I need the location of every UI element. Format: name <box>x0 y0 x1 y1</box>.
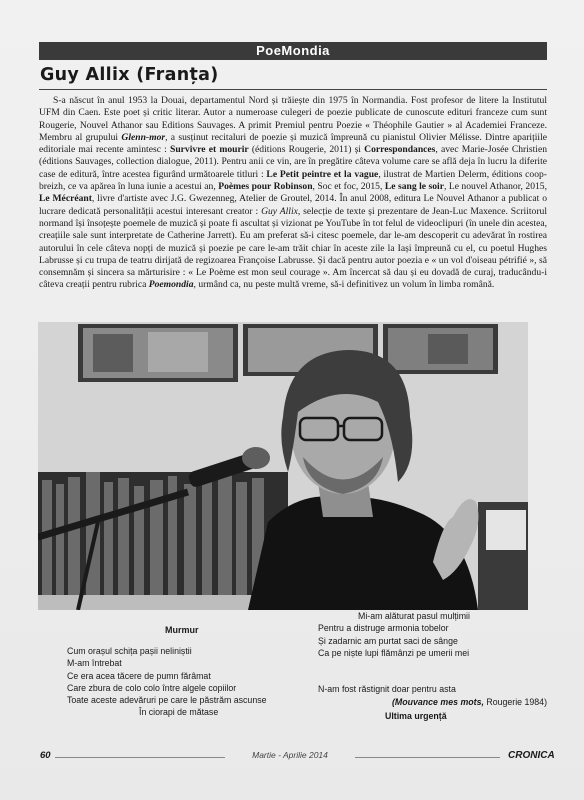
poem-source <box>392 697 552 707</box>
footer-rule-right <box>355 757 500 758</box>
biography-text <box>39 95 547 321</box>
bio-emph: Glenn-mor <box>121 131 166 143</box>
bio-part: , urmând ca, nu peste multă vreme, să-i definitivez un volum în limba română. <box>193 279 495 291</box>
issue-date: Martie - Aprilie 2014 <box>252 750 328 760</box>
bio-part: , selecție de texte și prezentare de Jean-Luc Maxence. Scriitorul normand își însoțește poemele de muzică și poate fi ascultat și vizionat pe YouTube în tot felul de videoclipuri (în unele din acestea, creațiile sale sunt interpretate de Catherine Jarrett). Eu am preferat să-i citesc poemele, dar le-am descoperit cu adevărat în rostirea autorului în cele câteva nopți de muzică și poezie pe care le-am trăit chiar în aceste zile la Iași împreună cu el, cu poetul Hughes Labrusse și cu trupa de teatru dirijată de regizoarea Françoise Labrusse. Și dacă pentru autor poezia e « un vol d'oiseau pétrifié », să consemnăm și sincera sa mărturisire : « Le Poème est mon seul courage ». Am încercat să dau și eu dovadă de curaj, traducându-i câteva creații pentru rubrica <box>39 205 547 291</box>
page-number: 60 <box>40 750 51 761</box>
poem-line: În ciorapi de mătase <box>139 707 219 718</box>
bio-part: S-a născut în anul 1953 la Douai, departamentul Nord și trăiește din 1975 în Normandia. Fost profesor de litere la Institutul UFM din Caen. Este poet și critic literar. Autor a numeroase culegeri de poezie publicate de cunoscute edituri franceze cum sunt Rougerie, Nouvel Athanor sau Editions Sauvages. A primit Premiul pentru Poezie « Théophile Gautier » al Academiei Franceze. Membru al grupului <box>39 95 547 143</box>
poem-right-column <box>318 610 558 695</box>
poem-line: Mi-am alăturat pasul mulțimii <box>358 611 470 621</box>
poem-line: Ce era acea tăcere de pumn fărâmat <box>67 670 211 681</box>
poem-line: Și zadarnic am purtat saci de sânge <box>318 635 458 646</box>
author-photo <box>38 322 528 610</box>
poem-line: Care zbura de colo colo între algele copiilor <box>67 682 237 693</box>
poem-line: Ca pe niște lupi flămânzi pe umerii mei <box>318 647 470 658</box>
poem-line: Toate aceste adevăruri pe care le păstrăm ascunse <box>67 695 267 706</box>
book-title: Le Mécréant <box>39 193 92 205</box>
book-title: Le Petit peintre et la vague <box>266 168 379 180</box>
title-divider <box>39 89 547 90</box>
poem-left-column <box>67 645 307 719</box>
stanza-gap <box>318 671 558 683</box>
book-title: Survivre et mourir <box>170 144 249 156</box>
footer-rule-left <box>55 757 225 758</box>
stanza-gap <box>318 659 558 671</box>
poem-line: Cum orașul schița pașii neliniștii <box>67 646 192 656</box>
rubric-name: Poemondia <box>148 279 194 291</box>
source-publisher: Rougerie 1984) <box>483 697 547 707</box>
poem-line: M-am întrebat <box>67 658 122 669</box>
poem-line: N-am fost răstignit doar pentru asta <box>318 684 456 695</box>
poem-title: Murmur <box>165 625 199 635</box>
bio-part: , Le nouvel Athanor, 2015, <box>443 181 547 193</box>
collection-title: Ultima urgență <box>385 711 447 721</box>
book-title: Poèmes pour Robinson <box>218 181 313 193</box>
poem-line: Pentru a distruge armonia tobelor <box>318 623 449 634</box>
bio-part: , livre d'artiste avec J.G. Gwezenneg, Atelier de Groutel, 2014. În anul 2008, editura Le Nouvel Athanor a publicat o lucrare dedicată personalității acestui interesant creator : <box>39 193 547 217</box>
magazine-name: CRONICA <box>508 750 555 761</box>
book-title: Guy Allix <box>261 205 298 217</box>
section-header: PoeMondia <box>39 42 547 60</box>
bio-part: , Soc et foc, 2015, <box>312 181 385 193</box>
article-title: Guy Allix (Franța) <box>40 65 219 85</box>
book-title: Correspondances <box>364 144 436 156</box>
source-book: (Mouvance mes mots, <box>392 697 484 707</box>
bio-part: , a susținut recitaluri de poezie și muzică împreună cu pianistul Olivier Mélisse. Dintre aparițiile editoriale mai recente amintesc : <box>39 131 547 156</box>
bio-part: (éditions Rougerie, 2011) și <box>248 144 365 156</box>
bio-part: , avec Marie-Josée Christien (éditions Sauvages, collection dialogue, 2011). Pentru anii ce vin, are în pregătire câteva volume care se află deja în lucru la diferite case de editură, între acestea figurând următoarele titluri : <box>39 144 547 180</box>
photo-illustration <box>38 322 528 610</box>
bio-part: , ilustrat de Martien Delerm, éditions coop-breizh, ce va apărea în luna iunie a acestui an, <box>39 168 547 193</box>
book-title: Le sang le soir <box>384 181 444 193</box>
